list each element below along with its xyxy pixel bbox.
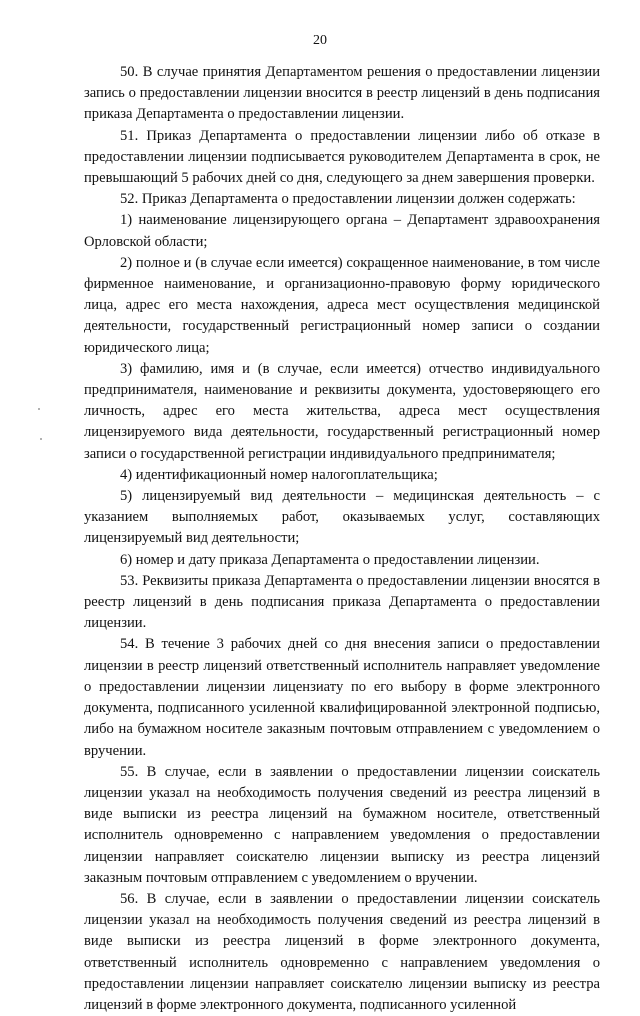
paragraph-51: 51. Приказ Департамента о предоставлении лицензии либо об отказе в предоставлении лицензии подписывается руководителем Департамента в срок, не превышающий 5 рабочих дней со дня, следующего за днем завершения проверки.	[84, 127, 600, 187]
paragraph-56: 56. В случае, если в заявлении о предоставлении лицензии соискатель лицензии указал на необходимость получения сведений из реестра лицензий в виде выписки из реестра лицензий в форме электронного документа, ответственный исполнитель одновременно с направлением уведомления о предоставлении лицензии направляет соискателю лицензии выписку из реестра лицензий в форме электронного документа, подписанного усиленной	[84, 890, 600, 1013]
paragraph-52-item-3: 3) фамилию, имя и (в случае, если имеется) отчество индивидуального предпринимателя, наименование и реквизиты документа, удостоверяющего его личность, адрес его места жительства, адреса мест осуществления лицензируемого вида деятельности, государственный регистрационный номер записи о государственной регистрации индивидуального предпринимателя;	[84, 360, 600, 462]
paragraph-55: 55. В случае, если в заявлении о предоставлении лицензии соискатель лицензии указал на необходимость получения сведений из реестра лицензий в виде выписки из реестра лицензий на бумажном носителе, ответственный исполнитель одновременно с направлением уведомления о предоставлении лицензии направляет соискателю лицензии выписку из реестра лицензий заказным почтовым отправлением с уведомлением о вручении.	[84, 763, 600, 886]
scan-speck	[38, 408, 40, 410]
paragraph-52-item-5: 5) лицензируемый вид деятельности – медицинская деятельность – с указанием выполняемых работ, оказываемых услуг, составляющих лицензируемый вид деятельности;	[84, 488, 600, 547]
document-body	[84, 62, 600, 1016]
page-number: 20	[313, 33, 327, 48]
paragraph-52-item-1: 1) наименование лицензирующего органа – Департамент здравоохранения Орловской области;	[84, 212, 600, 250]
scan-speck	[40, 438, 42, 440]
paragraph-53: 53. Реквизиты приказа Департамента о предоставлении лицензии вносятся в реестр лицензий в день подписания приказа Департамента о предоставлении лицензии.	[84, 572, 600, 632]
paragraph-52: 52. Приказ Департамента о предоставлении лицензии должен содержать:	[120, 191, 576, 208]
paragraph-50: 50. В случае принятия Департаментом решения о предоставлении лицензии запись о предоставлении лицензии вносится в реестр лицензий в день подписания приказа Департамента о предоставлении лицензии.	[84, 64, 600, 123]
paragraph-52-item-2: 2) полное и (в случае если имеется) сокращенное наименование, в том числе фирменное наименование, и организационно-правовую форму юридического лица, адрес его места нахождения, адреса мест осуществления медицинской деятельности, государственный регистрационный номер записи о создании юридического лица;	[84, 254, 600, 356]
paragraph-54: 54. В течение 3 рабочих дней со дня внесения записи о предоставлении лицензии в реестр лицензий ответственный исполнитель направляет уведомление о предоставлении лицензии лицензиату по его выбору в форме электронного документа, подписанного усиленной квалифицированной электронной подписью, либо на бумажном носителе заказным почтовым отправлением с уведомлением о вручении.	[84, 636, 600, 759]
paragraph-52-item-4: 4) идентификационный номер налогоплательщика;	[120, 466, 438, 483]
paragraph-52-item-6: 6) номер и дату приказа Департамента о предоставлении лицензии.	[120, 551, 540, 568]
